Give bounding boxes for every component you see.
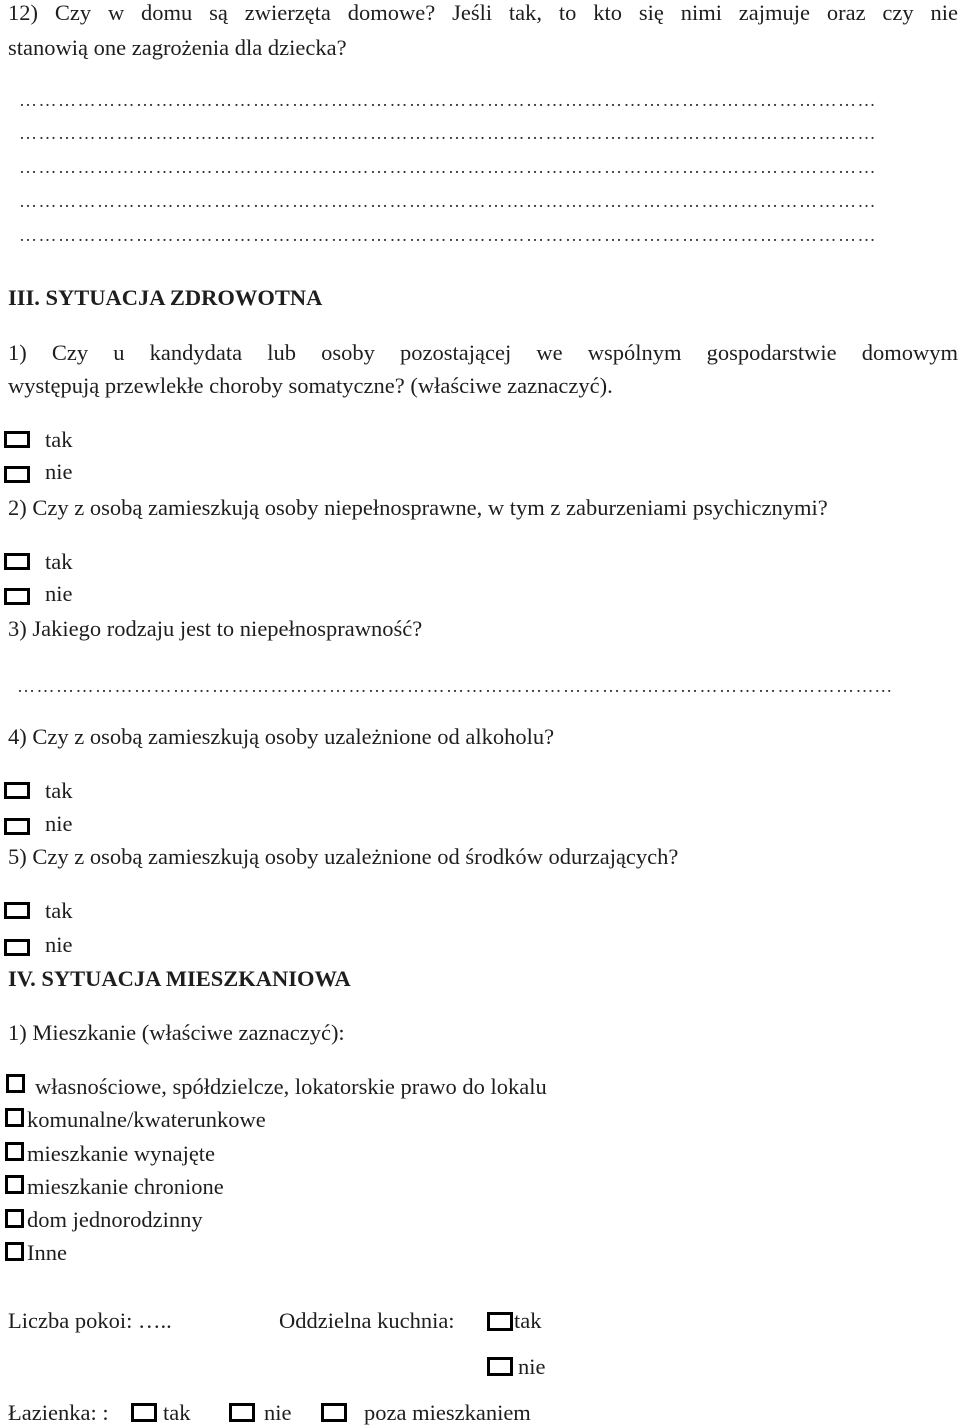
kitchen-label: Oddzielna kuchnia: (279, 1308, 455, 1333)
housing-option-sheltered-label: mieszkanie chronione (27, 1174, 224, 1199)
bathroom-no-label: nie (264, 1400, 292, 1425)
bathroom-yes-label: tak (163, 1400, 191, 1425)
section-4-heading: IV. SYTUACJA MIESZKANIOWA (8, 966, 351, 991)
housing-option-house-label: dom jednorodzinny (27, 1207, 203, 1232)
q5-no-checkbox[interactable] (4, 939, 30, 956)
health-question-1-line2: występują przewlekłe choroby somatyczne? (właściwe zaznaczyć). (8, 373, 613, 398)
q2-yes-label: tak (45, 549, 73, 574)
q2-no-checkbox[interactable] (4, 588, 30, 605)
health-question-4: 4) Czy z osobą zamieszkują osoby uzależnione od alkoholu? (8, 724, 555, 749)
health-question-1-line1: 1) Czy u kandydata lub osoby pozostającej we wspólnym gospodarstwie domowym (8, 340, 958, 365)
q4-no-label: nie (45, 811, 73, 836)
disability-answer-line[interactable]: ……………………………………………………………………………………………………………………... (17, 677, 893, 695)
housing-option-rented-checkbox[interactable] (5, 1142, 24, 1161)
answer-line-5[interactable]: …………………………………………………………………………………………………………………… (19, 226, 877, 244)
rooms-count-label: Liczba pokoi: ….. (8, 1308, 172, 1333)
q4-yes-label: tak (45, 778, 73, 803)
q4-yes-checkbox[interactable] (4, 782, 30, 799)
kitchen-no-checkbox[interactable] (487, 1357, 513, 1376)
health-question-2: 2) Czy z osobą zamieszkują osoby niepełnosprawne, w tym z zaburzeniami psychicznymi? (8, 495, 828, 520)
housing-option-house-checkbox[interactable] (5, 1209, 24, 1228)
section-3-heading: III. SYTUACJA ZDROWOTNA (8, 285, 323, 310)
bathroom-label: Łazienka: : (8, 1400, 109, 1425)
housing-option-sheltered-checkbox[interactable] (5, 1175, 24, 1194)
housing-option-rented-label: mieszkanie wynajęte (27, 1141, 216, 1166)
answer-line-4[interactable]: …………………………………………………………………………………………………………………… (19, 192, 877, 210)
q5-yes-checkbox[interactable] (4, 902, 30, 919)
housing-option-municipal-checkbox[interactable] (5, 1108, 24, 1127)
answer-line-3[interactable]: …………………………………………………………………………………………………………………… (19, 158, 877, 176)
bathroom-outside-checkbox[interactable] (321, 1403, 347, 1422)
bathroom-yes-checkbox[interactable] (131, 1403, 157, 1422)
answer-line-1[interactable]: …………………………………………………………………………………………………………………… (19, 91, 877, 109)
q1-no-checkbox[interactable] (4, 466, 30, 483)
housing-option-municipal-label: komunalne/kwaterunkowe (27, 1107, 266, 1132)
question-12-line1: 12) Czy w domu są zwierzęta domowe? Jeśli tak, to kto się nimi zajmuje oraz czy nie (8, 0, 958, 25)
housing-option-other-label: Inne (27, 1240, 67, 1265)
kitchen-yes-checkbox[interactable] (487, 1312, 513, 1331)
q4-no-checkbox[interactable] (4, 818, 30, 835)
question-12-line2: stanowią one zagrożenia dla dziecka? (8, 35, 347, 60)
bathroom-no-checkbox[interactable] (229, 1403, 255, 1422)
q5-no-label: nie (45, 932, 73, 957)
kitchen-yes-label: tak (514, 1308, 542, 1333)
housing-option-ownership-label: własnościowe, spółdzielcze, lokatorskie prawo do lokalu (35, 1074, 547, 1099)
bathroom-outside-label: poza mieszkaniem (364, 1400, 531, 1425)
q1-yes-label: tak (45, 427, 73, 452)
housing-question-1: 1) Mieszkanie (właściwe zaznaczyć): (8, 1020, 345, 1045)
answer-line-2[interactable]: …………………………………………………………………………………………………………………… (19, 124, 877, 142)
housing-option-ownership-checkbox[interactable] (6, 1074, 25, 1093)
q2-no-label: nie (45, 581, 73, 606)
housing-option-other-checkbox[interactable] (5, 1242, 24, 1261)
q1-no-label: nie (45, 459, 73, 484)
q5-yes-label: tak (45, 898, 73, 923)
q1-yes-checkbox[interactable] (4, 431, 30, 448)
health-question-5: 5) Czy z osobą zamieszkują osoby uzależnione od środków odurzających? (8, 844, 679, 869)
kitchen-no-label: nie (518, 1354, 546, 1379)
q2-yes-checkbox[interactable] (4, 553, 30, 570)
health-question-3: 3) Jakiego rodzaju jest to niepełnosprawność? (8, 616, 423, 641)
